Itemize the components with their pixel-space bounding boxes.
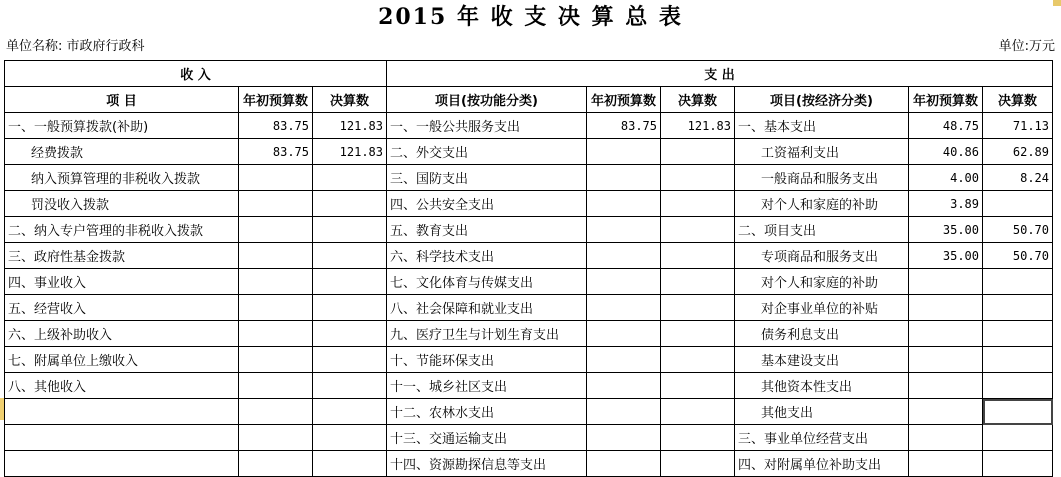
income-final-cell[interactable]: 121.83 bbox=[313, 139, 387, 165]
budget-summary-table bbox=[4, 60, 1053, 477]
table-row bbox=[5, 113, 1053, 139]
income-item-cell[interactable]: 二、纳入专户管理的非税收入拨款 bbox=[5, 217, 239, 243]
econ-final-cell[interactable] bbox=[983, 373, 1053, 399]
func-budget-cell[interactable] bbox=[587, 243, 661, 269]
income-item-cell[interactable]: 罚没收入拨款 bbox=[5, 191, 239, 217]
income-budget-cell[interactable] bbox=[239, 165, 313, 191]
income-item-cell[interactable] bbox=[5, 399, 239, 425]
table-row bbox=[5, 321, 1053, 347]
func-final-cell[interactable] bbox=[661, 425, 735, 451]
col-econ-budget: 年初预算数 bbox=[909, 87, 983, 113]
func-final-cell[interactable] bbox=[661, 191, 735, 217]
table-row bbox=[5, 425, 1053, 451]
func-final-cell[interactable] bbox=[661, 321, 735, 347]
income-budget-cell[interactable] bbox=[239, 425, 313, 451]
econ-budget-cell[interactable] bbox=[909, 347, 983, 373]
income-budget-cell[interactable]: 83.75 bbox=[239, 113, 313, 139]
econ-final-cell[interactable]: 8.24 bbox=[983, 165, 1053, 191]
func-budget-cell[interactable]: 83.75 bbox=[587, 113, 661, 139]
table-row bbox=[5, 217, 1053, 243]
econ-budget-cell[interactable] bbox=[909, 295, 983, 321]
col-func-budget: 年初预算数 bbox=[587, 87, 661, 113]
econ-budget-cell[interactable] bbox=[909, 321, 983, 347]
func-final-cell[interactable] bbox=[661, 217, 735, 243]
func-budget-cell[interactable] bbox=[587, 139, 661, 165]
econ-item-cell[interactable]: 二、项目支出 bbox=[735, 217, 909, 243]
func-final-cell[interactable] bbox=[661, 269, 735, 295]
func-final-cell[interactable] bbox=[661, 165, 735, 191]
econ-budget-cell[interactable]: 40.86 bbox=[909, 139, 983, 165]
func-budget-cell[interactable] bbox=[587, 425, 661, 451]
func-budget-cell[interactable] bbox=[587, 399, 661, 425]
func-budget-cell[interactable] bbox=[587, 321, 661, 347]
func-final-cell[interactable] bbox=[661, 399, 735, 425]
income-budget-cell[interactable] bbox=[239, 295, 313, 321]
econ-budget-cell[interactable]: 35.00 bbox=[909, 243, 983, 269]
table-row bbox=[5, 243, 1053, 269]
income-final-cell[interactable] bbox=[313, 269, 387, 295]
func-item-cell[interactable]: 十二、农林水支出 bbox=[387, 399, 587, 425]
col-income-budget: 年初预算数 bbox=[239, 87, 313, 113]
income-item-cell[interactable]: 八、其他收入 bbox=[5, 373, 239, 399]
func-item-cell[interactable]: 九、医疗卫生与计划生育支出 bbox=[387, 321, 587, 347]
econ-final-cell[interactable]: 71.13 bbox=[983, 113, 1053, 139]
func-final-cell[interactable] bbox=[661, 451, 735, 477]
income-final-cell[interactable] bbox=[313, 451, 387, 477]
econ-item-cell[interactable]: 其他支出 bbox=[735, 399, 909, 425]
income-item-cell[interactable]: 三、政府性基金拨款 bbox=[5, 243, 239, 269]
econ-item-cell[interactable]: 对个人和家庭的补助 bbox=[735, 269, 909, 295]
func-budget-cell[interactable] bbox=[587, 269, 661, 295]
table-row bbox=[5, 373, 1053, 399]
econ-item-cell[interactable]: 专项商品和服务支出 bbox=[735, 243, 909, 269]
econ-final-cell[interactable]: 50.70 bbox=[983, 243, 1053, 269]
income-final-cell[interactable] bbox=[313, 295, 387, 321]
econ-budget-cell[interactable] bbox=[909, 269, 983, 295]
econ-budget-cell[interactable]: 3.89 bbox=[909, 191, 983, 217]
func-final-cell[interactable] bbox=[661, 139, 735, 165]
income-item-cell[interactable] bbox=[5, 425, 239, 451]
func-budget-cell[interactable] bbox=[587, 451, 661, 477]
income-item-cell[interactable]: 四、事业收入 bbox=[5, 269, 239, 295]
func-item-cell[interactable]: 二、外交支出 bbox=[387, 139, 587, 165]
econ-budget-cell[interactable] bbox=[909, 451, 983, 477]
income-final-cell[interactable] bbox=[313, 217, 387, 243]
econ-item-cell[interactable]: 一般商品和服务支出 bbox=[735, 165, 909, 191]
econ-final-cell[interactable] bbox=[983, 295, 1053, 321]
econ-final-cell[interactable] bbox=[983, 347, 1053, 373]
col-econ-item: 项目(按经济分类) bbox=[735, 87, 909, 113]
econ-final-cell[interactable] bbox=[983, 399, 1053, 425]
income-final-cell[interactable] bbox=[313, 347, 387, 373]
section-header-row bbox=[5, 61, 1053, 87]
income-budget-cell[interactable] bbox=[239, 191, 313, 217]
col-func-item: 项目(按功能分类) bbox=[387, 87, 587, 113]
income-item-cell[interactable]: 六、上级补助收入 bbox=[5, 321, 239, 347]
econ-budget-cell[interactable] bbox=[909, 425, 983, 451]
income-item-cell[interactable] bbox=[5, 451, 239, 477]
func-item-cell[interactable]: 十四、资源勘探信息等支出 bbox=[387, 451, 587, 477]
table-row bbox=[5, 269, 1053, 295]
table-row bbox=[5, 399, 1053, 425]
econ-budget-cell[interactable] bbox=[909, 399, 983, 425]
econ-item-cell[interactable]: 工资福利支出 bbox=[735, 139, 909, 165]
income-section-header: 收 入 bbox=[5, 61, 387, 87]
func-item-cell[interactable]: 十、节能环保支出 bbox=[387, 347, 587, 373]
econ-budget-cell[interactable]: 4.00 bbox=[909, 165, 983, 191]
income-item-cell[interactable]: 经费拨款 bbox=[5, 139, 239, 165]
income-budget-cell[interactable]: 83.75 bbox=[239, 139, 313, 165]
income-budget-cell[interactable] bbox=[239, 243, 313, 269]
func-budget-cell[interactable] bbox=[587, 217, 661, 243]
econ-item-cell[interactable]: 三、事业单位经营支出 bbox=[735, 425, 909, 451]
func-final-cell[interactable] bbox=[661, 295, 735, 321]
econ-item-cell[interactable]: 对个人和家庭的补助 bbox=[735, 191, 909, 217]
income-item-cell[interactable]: 纳入预算管理的非税收入拨款 bbox=[5, 165, 239, 191]
income-budget-cell[interactable] bbox=[239, 269, 313, 295]
econ-budget-cell[interactable] bbox=[909, 373, 983, 399]
econ-item-cell[interactable]: 一、基本支出 bbox=[735, 113, 909, 139]
func-budget-cell[interactable] bbox=[587, 191, 661, 217]
income-final-cell[interactable] bbox=[313, 321, 387, 347]
income-item-cell[interactable]: 七、附属单位上缴收入 bbox=[5, 347, 239, 373]
econ-final-cell[interactable] bbox=[983, 425, 1053, 451]
table-row bbox=[5, 139, 1053, 165]
table-row bbox=[5, 347, 1053, 373]
econ-item-cell[interactable]: 债务利息支出 bbox=[735, 321, 909, 347]
func-item-cell[interactable]: 一、一般公共服务支出 bbox=[387, 113, 587, 139]
func-final-cell[interactable] bbox=[661, 243, 735, 269]
func-final-cell[interactable] bbox=[661, 347, 735, 373]
income-budget-cell[interactable] bbox=[239, 399, 313, 425]
func-item-cell[interactable]: 三、国防支出 bbox=[387, 165, 587, 191]
func-item-cell[interactable]: 五、教育支出 bbox=[387, 217, 587, 243]
income-final-cell[interactable] bbox=[313, 191, 387, 217]
func-budget-cell[interactable] bbox=[587, 165, 661, 191]
table-row bbox=[5, 191, 1053, 217]
econ-item-cell[interactable]: 对企事业单位的补贴 bbox=[735, 295, 909, 321]
income-budget-cell[interactable] bbox=[239, 217, 313, 243]
income-budget-cell[interactable] bbox=[239, 321, 313, 347]
func-item-cell[interactable]: 六、科学技术支出 bbox=[387, 243, 587, 269]
econ-item-cell[interactable]: 基本建设支出 bbox=[735, 347, 909, 373]
unit-name-label: 单位名称: 市政府行政科 bbox=[6, 39, 145, 54]
econ-budget-cell[interactable]: 35.00 bbox=[909, 217, 983, 243]
income-final-cell[interactable] bbox=[313, 425, 387, 451]
unit-label: 单位:万元 bbox=[998, 39, 1055, 54]
func-item-cell[interactable]: 十一、城乡社区支出 bbox=[387, 373, 587, 399]
func-item-cell[interactable]: 四、公共安全支出 bbox=[387, 191, 587, 217]
income-item-cell[interactable]: 一、一般预算拨款(补助) bbox=[5, 113, 239, 139]
expense-section-header: 支 出 bbox=[387, 61, 1053, 87]
econ-final-cell[interactable] bbox=[983, 321, 1053, 347]
econ-final-cell[interactable]: 50.70 bbox=[983, 217, 1053, 243]
col-item: 项 目 bbox=[5, 87, 239, 113]
income-item-cell[interactable]: 五、经营收入 bbox=[5, 295, 239, 321]
econ-final-cell[interactable] bbox=[983, 269, 1053, 295]
report-title: 2015 年 收 支 决 算 总 表 bbox=[378, 4, 683, 30]
econ-final-cell[interactable]: 62.89 bbox=[983, 139, 1053, 165]
econ-final-cell[interactable] bbox=[983, 191, 1053, 217]
income-final-cell[interactable] bbox=[313, 243, 387, 269]
income-budget-cell[interactable] bbox=[239, 451, 313, 477]
income-final-cell[interactable] bbox=[313, 373, 387, 399]
income-budget-cell[interactable] bbox=[239, 373, 313, 399]
column-header-row bbox=[5, 87, 1053, 113]
income-final-cell[interactable] bbox=[313, 399, 387, 425]
econ-item-cell[interactable]: 四、对附属单位补助支出 bbox=[735, 451, 909, 477]
econ-item-cell[interactable]: 其他资本性支出 bbox=[735, 373, 909, 399]
econ-budget-cell[interactable]: 48.75 bbox=[909, 113, 983, 139]
table-row bbox=[5, 451, 1053, 477]
income-final-cell[interactable] bbox=[313, 165, 387, 191]
col-econ-final: 决算数 bbox=[983, 87, 1053, 113]
col-income-final: 决算数 bbox=[313, 87, 387, 113]
func-budget-cell[interactable] bbox=[587, 295, 661, 321]
func-item-cell[interactable]: 八、社会保障和就业支出 bbox=[387, 295, 587, 321]
econ-final-cell[interactable] bbox=[983, 451, 1053, 477]
func-item-cell[interactable]: 十三、交通运输支出 bbox=[387, 425, 587, 451]
income-final-cell[interactable]: 121.83 bbox=[313, 113, 387, 139]
col-func-final: 决算数 bbox=[661, 87, 735, 113]
func-budget-cell[interactable] bbox=[587, 373, 661, 399]
func-final-cell[interactable] bbox=[661, 373, 735, 399]
func-budget-cell[interactable] bbox=[587, 347, 661, 373]
table-row bbox=[5, 165, 1053, 191]
func-item-cell[interactable]: 七、文化体育与传媒支出 bbox=[387, 269, 587, 295]
func-final-cell[interactable]: 121.83 bbox=[661, 113, 735, 139]
income-budget-cell[interactable] bbox=[239, 347, 313, 373]
table-row bbox=[5, 295, 1053, 321]
